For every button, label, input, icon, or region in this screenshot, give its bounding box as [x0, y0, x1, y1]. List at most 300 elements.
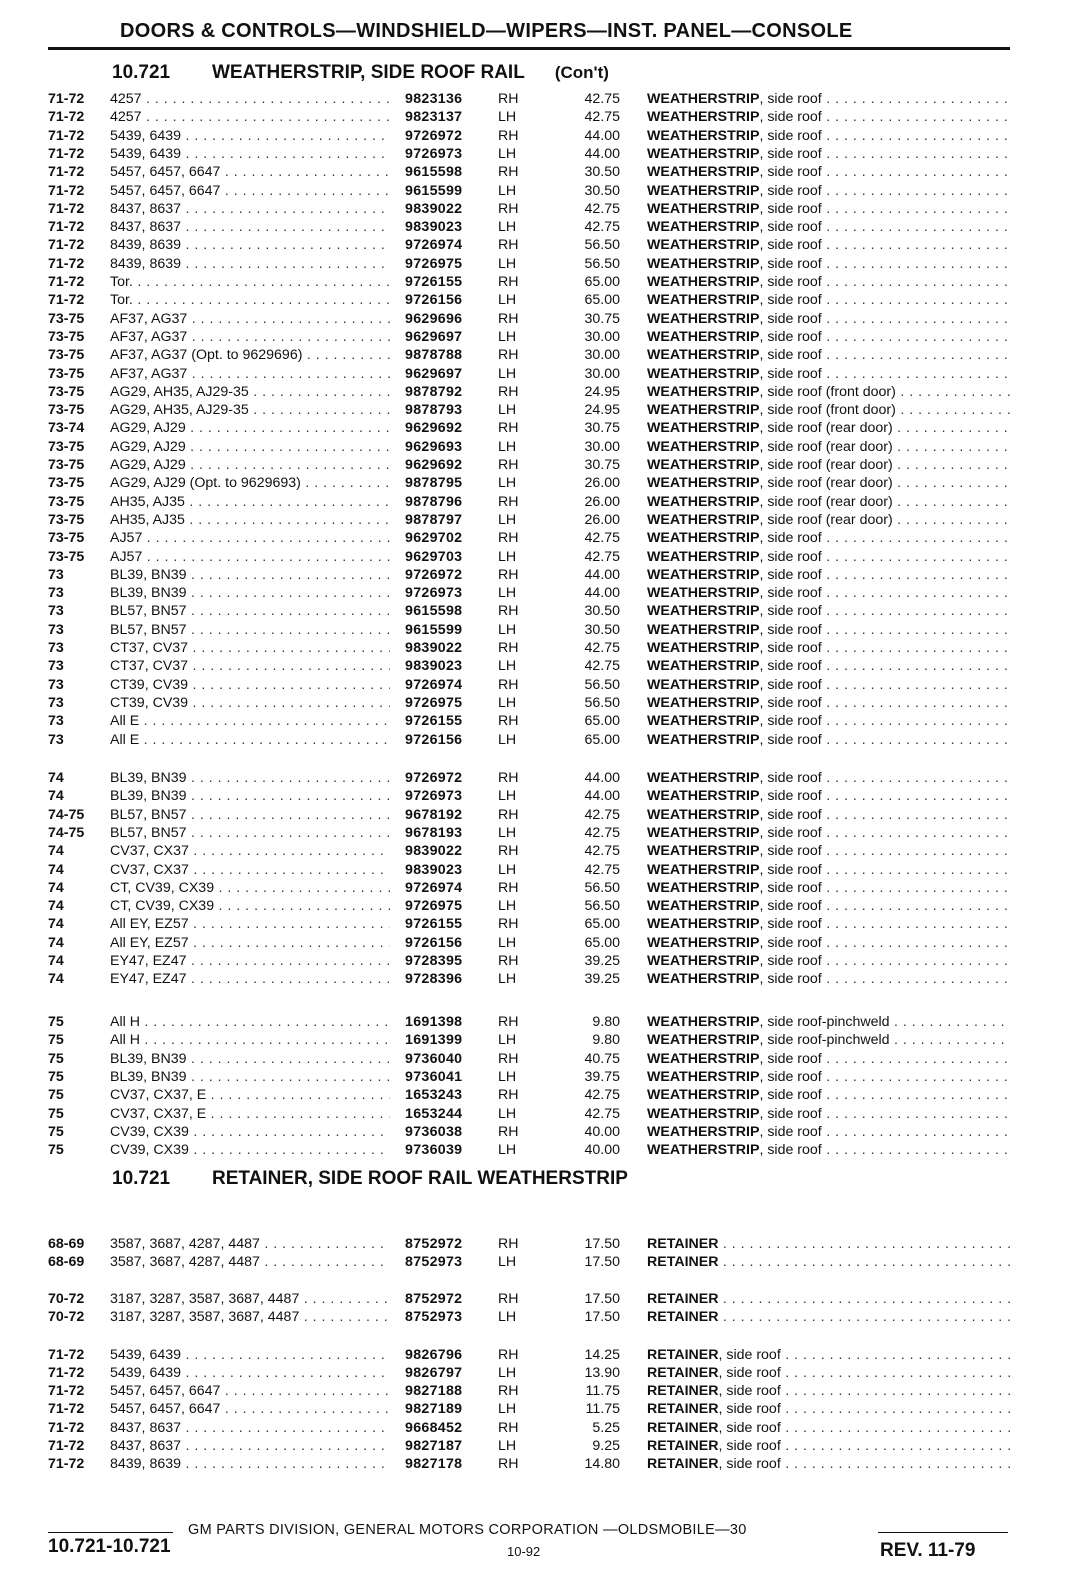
price: 44.00 [584, 770, 620, 786]
item-name: WEATHERSTRIP [647, 713, 760, 730]
description [647, 879, 1010, 897]
item-name: RETAINER [647, 1309, 719, 1325]
item-detail: , side roof [759, 806, 822, 823]
item-detail: , side roof [759, 640, 822, 656]
price: 39.25 [584, 953, 620, 969]
description [647, 200, 1010, 218]
item-detail: , side roof (front door) [759, 383, 896, 400]
model-year: 74 [48, 879, 64, 896]
item-name: WEATHERSTRIP [647, 475, 760, 492]
item-detail: , side roof [759, 200, 822, 217]
price: 9.25 [592, 1438, 620, 1454]
model-year: 75 [48, 1105, 64, 1122]
description [647, 1382, 1010, 1400]
parts-row [0, 1123, 1071, 1141]
description [647, 108, 1010, 126]
side-code: LH [498, 1254, 517, 1270]
model-year: 73 [48, 731, 64, 748]
description [647, 1068, 1010, 1086]
price: 42.75 [584, 824, 620, 841]
item-name: WEATHERSTRIP [647, 824, 760, 841]
part-number: 9878793 [405, 402, 463, 419]
item-detail: , side roof [759, 219, 822, 236]
description [647, 1050, 1010, 1068]
model-codes: CT, CV39, CX39 . . . [110, 879, 390, 897]
side-code: LH [498, 658, 517, 675]
item-detail: , side roof [718, 1365, 781, 1381]
item-name: RETAINER [647, 1456, 719, 1472]
side-code: LH [498, 934, 517, 951]
item-name: WEATHERSTRIP [647, 91, 760, 107]
parts-row [0, 1105, 1071, 1123]
side-code: RH [498, 164, 519, 181]
model-codes: All EY, EZ57 . . . [110, 915, 390, 933]
part-number: 9678193 [405, 824, 463, 841]
model-codes: 8439, 8639 . . . [110, 255, 390, 273]
section-number: 10.721 [112, 1168, 171, 1189]
parts-row [0, 273, 1071, 291]
price: 56.50 [584, 879, 620, 896]
model-year: 74 [48, 788, 64, 805]
price: 26.00 [584, 511, 620, 528]
price: 26.00 [584, 493, 620, 510]
description [647, 401, 1010, 419]
model-year: 71-72 [48, 292, 85, 309]
model-year: 74 [48, 770, 64, 786]
model-year: 74-75 [48, 806, 85, 823]
part-number: 9736041 [405, 1068, 463, 1085]
model-codes: All E . . . [110, 712, 390, 730]
description [647, 787, 1010, 805]
model-codes: 5439, 6439 . . . [110, 1346, 390, 1364]
price: 42.75 [584, 843, 620, 860]
parts-row [0, 676, 1071, 694]
item-detail: , side roof [759, 292, 822, 309]
model-year: 71-72 [48, 145, 85, 162]
price: 26.00 [584, 475, 620, 492]
model-codes: CT37, CV37 . . . [110, 657, 390, 675]
model-year: 71-72 [48, 255, 85, 272]
part-number: 8752973 [405, 1254, 463, 1270]
part-number: 9615599 [405, 182, 463, 199]
model-codes: 4257 . . . [110, 90, 390, 108]
part-number: 9839023 [405, 219, 463, 236]
model-codes: AG29, AJ29 . . . [110, 419, 390, 437]
footer-section-range: 10.721-10.721 [48, 1536, 171, 1557]
part-number: 9629696 [405, 310, 463, 327]
item-name: WEATHERSTRIP [647, 1123, 760, 1140]
item-detail: , side roof [759, 145, 822, 162]
item-name: WEATHERSTRIP [647, 530, 760, 547]
model-codes: AG29, AH35, AJ29-35 . . . [110, 383, 390, 401]
description [647, 824, 1010, 842]
model-codes: AG29, AJ29 . . . [110, 438, 390, 456]
item-name: RETAINER [647, 1438, 719, 1454]
part-number: 9827189 [405, 1401, 463, 1417]
part-number: 9726156 [405, 731, 463, 748]
item-name: WEATHERSTRIP [647, 770, 760, 786]
model-codes: 5439, 6439 . . . [110, 127, 390, 145]
model-year: 71-72 [48, 182, 85, 199]
side-code: LH [498, 438, 517, 455]
model-codes: AH35, AJ35 . . . [110, 493, 390, 511]
item-detail: , side roof [759, 566, 822, 583]
model-codes: 8439, 8639 . . . [110, 1455, 390, 1473]
parts-row [0, 861, 1071, 879]
price: 17.50 [584, 1236, 620, 1252]
parts-row [0, 255, 1071, 273]
model-year: 71-72 [48, 1383, 85, 1399]
item-name: WEATHERSTRIP [647, 182, 760, 199]
model-year: 71-72 [48, 219, 85, 236]
description [647, 1308, 1010, 1326]
item-name: WEATHERSTRIP [647, 145, 760, 162]
price: 30.75 [584, 457, 620, 473]
item-detail: , side roof [759, 934, 822, 951]
description [647, 1419, 1010, 1437]
price: 39.75 [584, 1068, 620, 1085]
description [647, 861, 1010, 879]
item-name: WEATHERSTRIP [647, 310, 760, 327]
model-codes: CT37, CV37 . . . [110, 639, 390, 657]
item-detail: , side roof [759, 1105, 822, 1122]
parts-row [0, 842, 1071, 860]
model-year: 74 [48, 971, 64, 988]
side-code: LH [498, 475, 517, 492]
description [647, 218, 1010, 236]
price: 42.75 [584, 548, 620, 565]
part-number: 9826797 [405, 1365, 463, 1381]
model-codes: 3587, 3687, 4287, 4487 . . . [110, 1253, 390, 1271]
part-number: 9629692 [405, 457, 463, 473]
model-codes: 8437, 8637 . . . [110, 218, 390, 236]
price: 30.00 [584, 365, 620, 382]
description [647, 806, 1010, 824]
description [647, 1364, 1010, 1382]
side-code: LH [498, 365, 517, 382]
model-year: 75 [48, 1014, 64, 1030]
item-detail: , side roof [759, 310, 822, 327]
parts-row [0, 1455, 1071, 1473]
part-number: 9839023 [405, 861, 463, 878]
item-name: WEATHERSTRIP [647, 621, 760, 638]
parts-row [0, 90, 1071, 108]
item-name: WEATHERSTRIP [647, 420, 760, 437]
model-year: 73-75 [48, 383, 85, 400]
item-detail: , side roof [759, 365, 822, 382]
part-number: 1691399 [405, 1032, 463, 1049]
price: 30.50 [584, 621, 620, 638]
part-number: 1653243 [405, 1087, 463, 1104]
item-name: WEATHERSTRIP [647, 347, 760, 364]
parts-row [0, 897, 1071, 915]
footer-rule-right [878, 1532, 1008, 1533]
model-year: 75 [48, 1068, 64, 1085]
item-name: RETAINER [647, 1291, 719, 1307]
part-number: 9726975 [405, 898, 463, 915]
part-number: 9826796 [405, 1347, 463, 1363]
part-number: 9726973 [405, 788, 463, 805]
price: 65.00 [584, 916, 620, 933]
item-detail: , side roof (rear door) [759, 511, 893, 528]
price: 56.50 [584, 676, 620, 693]
description [647, 676, 1010, 694]
price: 56.50 [584, 255, 620, 272]
item-name: WEATHERSTRIP [647, 511, 760, 528]
part-number: 9878792 [405, 383, 463, 400]
item-detail: , side roof [759, 237, 822, 254]
description [647, 1455, 1010, 1473]
price: 40.00 [584, 1142, 620, 1159]
part-number: 9878797 [405, 511, 463, 528]
part-number: 9726972 [405, 127, 463, 144]
description [647, 511, 1010, 529]
price: 65.00 [584, 274, 620, 290]
model-year: 74 [48, 861, 64, 878]
part-number: 9839022 [405, 843, 463, 860]
part-number: 9726974 [405, 676, 463, 693]
model-year: 73-75 [48, 328, 85, 345]
parts-row [0, 474, 1071, 492]
part-number: 9726155 [405, 713, 463, 730]
model-codes: BL39, BN39 . . . [110, 584, 390, 602]
item-name: WEATHERSTRIP [647, 1087, 760, 1104]
part-number: 9726975 [405, 255, 463, 272]
item-detail: , side roof [759, 731, 822, 748]
parts-row [0, 218, 1071, 236]
side-code: LH [498, 219, 517, 236]
part-number: 9823137 [405, 109, 463, 126]
price: 40.75 [584, 1050, 620, 1067]
item-name: WEATHERSTRIP [647, 219, 760, 236]
model-codes: BL57, BN57 . . . [110, 621, 390, 639]
price: 30.50 [584, 603, 620, 620]
part-number: 9668452 [405, 1420, 463, 1436]
model-codes: 3187, 3287, 3587, 3687, 4487 . . . [110, 1290, 390, 1308]
model-year: 68-69 [48, 1254, 85, 1270]
item-name: WEATHERSTRIP [647, 164, 760, 181]
price: 42.75 [584, 200, 620, 217]
parts-row [0, 602, 1071, 620]
item-name: WEATHERSTRIP [647, 493, 760, 510]
item-name: RETAINER [647, 1383, 719, 1399]
side-code: RH [498, 676, 519, 693]
price: 56.50 [584, 898, 620, 915]
side-code: RH [498, 1050, 519, 1067]
item-name: WEATHERSTRIP [647, 843, 760, 860]
parts-row [0, 291, 1071, 309]
model-codes: AF37, AG37 . . . [110, 310, 390, 328]
description [647, 1013, 1010, 1031]
description [647, 1437, 1010, 1455]
item-detail: , side roof (rear door) [759, 438, 893, 455]
description [647, 842, 1010, 860]
item-detail: , side roof-pinchweld [759, 1032, 890, 1049]
item-detail: , side roof [759, 91, 822, 107]
item-detail: , side roof [759, 585, 822, 602]
price: 42.75 [584, 861, 620, 878]
parts-row [0, 1031, 1071, 1049]
price: 30.00 [584, 347, 620, 364]
description [647, 163, 1010, 181]
price: 42.75 [584, 1105, 620, 1122]
model-codes: AF37, AG37 . . . [110, 328, 390, 346]
model-codes: Tor. . . . [110, 291, 390, 309]
parts-row [0, 1346, 1071, 1364]
item-detail: , side roof [759, 658, 822, 675]
model-year: 70-72 [48, 1309, 85, 1325]
price: 44.00 [584, 127, 620, 144]
model-year: 73 [48, 566, 64, 583]
model-codes: CV39, CX39 . . . [110, 1123, 390, 1141]
item-name: WEATHERSTRIP [647, 676, 760, 693]
item-name: WEATHERSTRIP [647, 566, 760, 583]
model-codes: CV39, CX39 . . . [110, 1141, 390, 1159]
part-number: 8752972 [405, 1236, 463, 1252]
price: 56.50 [584, 237, 620, 254]
part-number: 9839022 [405, 640, 463, 656]
side-code: LH [498, 1105, 517, 1122]
side-code: RH [498, 640, 519, 656]
model-year: 73-75 [48, 493, 85, 510]
price: 44.00 [584, 145, 620, 162]
price: 65.00 [584, 934, 620, 951]
parts-row [0, 1437, 1071, 1455]
part-number: 9629702 [405, 530, 463, 547]
parts-row [0, 493, 1071, 511]
item-detail: , side roof [759, 1050, 822, 1067]
side-code: RH [498, 713, 519, 730]
item-detail: , side roof [759, 788, 822, 805]
side-code: RH [498, 953, 519, 969]
parts-row [0, 1308, 1071, 1326]
model-codes: CV37, CX37 . . . [110, 842, 390, 860]
item-detail: , side roof [759, 182, 822, 199]
price: 11.75 [585, 1383, 620, 1399]
model-codes: BL57, BN57 . . . [110, 806, 390, 824]
price: 30.75 [584, 420, 620, 437]
item-name: WEATHERSTRIP [647, 861, 760, 878]
price: 11.75 [585, 1401, 620, 1417]
model-year: 73 [48, 676, 64, 693]
item-name: WEATHERSTRIP [647, 274, 760, 290]
item-detail: , side roof (front door) [759, 402, 896, 419]
model-codes: 3587, 3687, 4287, 4487 . . . [110, 1235, 390, 1253]
item-detail: , side roof [759, 530, 822, 547]
part-number: 9726974 [405, 879, 463, 896]
item-detail: , side roof [759, 694, 822, 711]
price: 42.75 [584, 91, 620, 107]
part-number: 9736040 [405, 1050, 463, 1067]
model-year: 74 [48, 934, 64, 951]
price: 30.50 [584, 182, 620, 199]
side-code: RH [498, 1087, 519, 1104]
description [647, 970, 1010, 988]
parts-row [0, 438, 1071, 456]
price: 17.50 [584, 1309, 620, 1325]
model-codes: CV37, CX37 . . . [110, 861, 390, 879]
parts-row [0, 970, 1071, 988]
model-year: 73-75 [48, 310, 85, 327]
part-number: 9629703 [405, 548, 463, 565]
price: 9.80 [592, 1014, 620, 1030]
description [647, 694, 1010, 712]
parts-row [0, 401, 1071, 419]
side-code: RH [498, 1383, 519, 1399]
model-codes: CT, CV39, CX39 . . . [110, 897, 390, 915]
price: 42.75 [584, 640, 620, 656]
item-name: WEATHERSTRIP [647, 953, 760, 969]
part-number: 9728396 [405, 971, 463, 988]
side-code: RH [498, 1456, 519, 1472]
model-codes: All EY, EZ57 . . . [110, 934, 390, 952]
part-number: 9726975 [405, 694, 463, 711]
item-detail: , side roof [759, 676, 822, 693]
parts-row [0, 1235, 1071, 1253]
side-code: LH [498, 861, 517, 878]
part-number: 9839022 [405, 200, 463, 217]
model-codes: 8437, 8637 . . . [110, 200, 390, 218]
item-name: RETAINER [647, 1420, 719, 1436]
parts-row [0, 1141, 1071, 1159]
side-code: RH [498, 420, 519, 437]
parts-row [0, 529, 1071, 547]
parts-row [0, 163, 1071, 181]
item-name: WEATHERSTRIP [647, 328, 760, 345]
model-year: 71-72 [48, 1438, 85, 1454]
part-number: 9629697 [405, 365, 463, 382]
item-name: WEATHERSTRIP [647, 971, 760, 988]
side-code: LH [498, 182, 517, 199]
price: 9.80 [592, 1032, 620, 1049]
part-number: 9726972 [405, 566, 463, 583]
description [647, 383, 1010, 401]
description [647, 548, 1010, 566]
item-name: WEATHERSTRIP [647, 658, 760, 675]
parts-row [0, 365, 1071, 383]
price: 42.75 [584, 109, 620, 126]
price: 42.75 [584, 1087, 620, 1104]
part-number: 9726972 [405, 770, 463, 786]
item-name: WEATHERSTRIP [647, 585, 760, 602]
price: 5.25 [592, 1420, 620, 1436]
parts-row [0, 1068, 1071, 1086]
item-detail: , side roof [759, 770, 822, 786]
part-number: 9839023 [405, 658, 463, 675]
item-detail: , side roof [759, 879, 822, 896]
model-year: 71-72 [48, 1365, 85, 1381]
model-year: 74 [48, 898, 64, 915]
parts-row [0, 621, 1071, 639]
description [647, 236, 1010, 254]
side-code: RH [498, 530, 519, 547]
description [647, 1253, 1010, 1271]
model-codes: BL39, BN39 . . . [110, 1068, 390, 1086]
parts-row [0, 639, 1071, 657]
model-year: 75 [48, 1142, 64, 1159]
price: 65.00 [584, 292, 620, 309]
description [647, 145, 1010, 163]
description [647, 419, 1010, 437]
description [647, 328, 1010, 346]
price: 40.00 [584, 1123, 620, 1140]
footer-page-number: 10-92 [507, 1544, 541, 1559]
item-detail: , side roof [759, 713, 822, 730]
description [647, 1141, 1010, 1159]
description [647, 273, 1010, 291]
parts-row [0, 182, 1071, 200]
parts-row [0, 1086, 1071, 1104]
